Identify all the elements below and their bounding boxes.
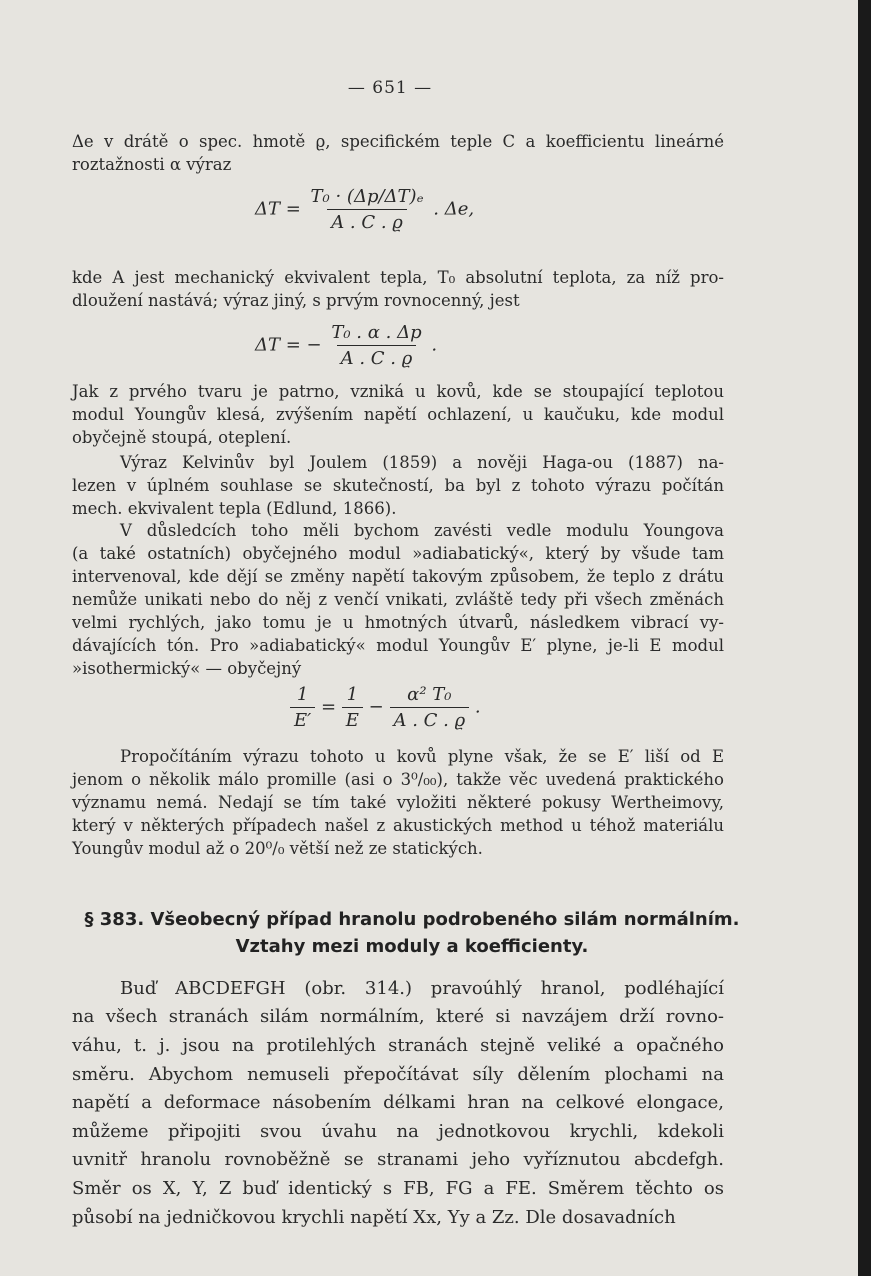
- section-subheading: Vztahy mezi moduly a koefficienty.: [235, 936, 589, 957]
- text-line: intervenoval, kde dějí se změny napětí takovým způsobem, že teplo z drátu: [72, 567, 724, 586]
- text-line: Δe v drátě o spec. hmotě ϱ, specifickém teple C a koefficientu lineárné: [72, 132, 724, 151]
- formula-delta-t-1: [255, 186, 474, 233]
- text-line: nemůže unikati nebo do něj z venčí vnikati, zvláště tedy při všech změnách: [72, 590, 724, 609]
- text-line: který v některých případech našel z akustických method u téhož materiálu: [72, 816, 724, 835]
- text-line: váhu, t. j. jsou na protilehlých stranách stejně veliké a opačného: [72, 1035, 724, 1056]
- text-line: na všech stranách silám normálním, které si navzájem drží rovno-: [72, 1006, 724, 1027]
- formula-rhs: .: [431, 334, 438, 356]
- text-line: napětí a deformace násobením délkami hran na celkové elongace,: [72, 1092, 724, 1113]
- text-line: roztažnosti α výraz: [72, 155, 232, 174]
- text-line: směru. Abychom nemuseli přepočítávat síly dělením plochami na: [72, 1064, 724, 1085]
- formula-numerator: α² T₀: [407, 684, 452, 705]
- formula-adiabatic-modulus: [290, 684, 481, 731]
- formula-fraction: [290, 684, 315, 731]
- text-line: Směr os X, Y, Z buď identický s FB, FG a FE. Směrem těchto os: [72, 1178, 724, 1199]
- formula-minus: −: [368, 696, 384, 718]
- formula-equals: =: [320, 696, 337, 718]
- formula-fraction: [342, 684, 363, 731]
- text-line: působí na jedničkovou krychli napětí Xx, Yy a Zz. Dle dosavadních: [72, 1207, 676, 1228]
- text-line: Výraz Kelvinův byl Joulem (1859) a nověji Haga-ou (1887) na-: [120, 453, 724, 472]
- text-line: můžeme připojiti svou úvahu na jednotkovou krychli, kdekoli: [72, 1121, 724, 1142]
- formula-lhs: ΔT =: [255, 198, 301, 220]
- formula-fraction: [390, 684, 470, 731]
- formula-numerator: T₀ . α . Δp: [331, 322, 422, 343]
- text-line: Propočítáním výrazu tohoto u kovů plyne však, že se E′ liší od E: [120, 747, 724, 766]
- formula-numerator: 1: [346, 684, 359, 705]
- formula-numerator: T₀ · (Δp/ΔT)ₑ: [310, 186, 424, 207]
- formula-denominator: E: [342, 707, 363, 731]
- formula-fraction: [307, 186, 428, 233]
- formula-denominator: E′: [290, 707, 315, 731]
- text-line: velmi rychlých, jako tomu je u hmotných útvarů, následkem vibrací vy-: [72, 613, 724, 632]
- text-line: (a také ostatních) obyčejného modul »adiabatický«, který by všude tam: [72, 544, 724, 563]
- text-line: lezen v úplném souhlase se skutečností, ba byl z tohoto výrazu počítán: [72, 476, 724, 495]
- text-line: obyčejně stoupá, oteplení.: [72, 428, 292, 447]
- formula-fraction: [327, 322, 425, 369]
- text-line: kde A jest mechanický ekvivalent tepla, T₀ absolutní teplota, za níž pro-: [72, 268, 724, 287]
- formula-denominator: A . C . ϱ: [327, 209, 407, 233]
- text-line: modul Youngův klesá, zvýšením napětí ochlazení, u kaučuku, kde modul: [72, 405, 724, 424]
- page-edge-shadow: [858, 0, 871, 1276]
- text-line: Youngův modul až o 20⁰/₀ větší než ze statických.: [72, 839, 483, 858]
- text-line: dloužení nastává; výraz jiný, s prvým rovnocenný, jest: [72, 291, 520, 310]
- text-line: uvnitř hranolu rovnoběžně se stranami jeho vyříznutou abcdefgh.: [72, 1149, 724, 1170]
- text-line: dávajících tón. Pro »adiabatický« modul Youngův E′ plyne, je-li E modul: [72, 636, 724, 655]
- page-number: — 651 —: [347, 78, 433, 98]
- formula-rhs: . Δe,: [433, 198, 475, 220]
- text-line: mech. ekvivalent tepla (Edlund, 1866).: [72, 499, 397, 518]
- formula-numerator: 1: [296, 684, 309, 705]
- text-line: Jak z prvého tvaru je patrno, vzniká u kovů, kde se stoupající teplotou: [72, 382, 724, 401]
- section-heading: § 383. Všeobecný případ hranolu podrobeného silám normálním.: [84, 909, 740, 930]
- text-line: jenom o několik málo promille (asi o 3⁰/₀₀), takže věc uvedená praktického: [72, 770, 724, 789]
- text-line: významu nemá. Nedají se tím také vyložiti některé pokusy Wertheimovy,: [72, 793, 724, 812]
- formula-delta-t-2: [255, 322, 437, 369]
- text-line: Buď ABCDEFGH (obr. 314.) pravoúhlý hranol, podléhající: [120, 978, 724, 999]
- text-line: V důsledcích toho měli bychom zavésti vedle modulu Youngova: [120, 521, 724, 540]
- formula-denominator: A . C . ϱ: [337, 345, 417, 369]
- formula-denominator: A . C . ϱ: [390, 707, 470, 731]
- formula-end: .: [474, 696, 481, 718]
- text-line: »isothermický« — obyčejný: [72, 659, 302, 678]
- formula-lhs: ΔT = −: [255, 334, 322, 356]
